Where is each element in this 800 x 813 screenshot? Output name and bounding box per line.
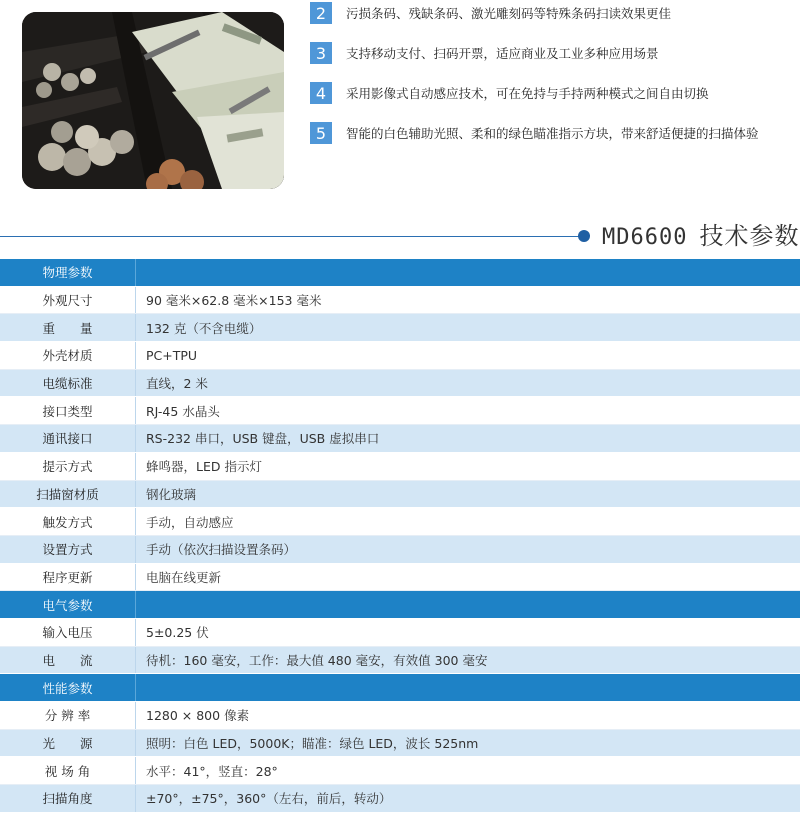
feature-text: 污损条码、残缺条码、激光雕刻码等特殊条码扫读效果更佳 xyxy=(346,6,672,21)
table-row xyxy=(0,453,800,481)
table-row xyxy=(0,730,800,758)
feature-item xyxy=(310,41,659,65)
row-value: 90 毫米×62.8 毫米×153 毫米 xyxy=(146,293,322,309)
table-row xyxy=(0,287,800,315)
row-value: PC+TPU xyxy=(146,347,198,363)
row-value: 待机：160 毫安，工作：最大值 480 毫安，有效值 300 毫安 xyxy=(146,652,488,668)
feature-text: 智能的白色辅助光照、柔和的绿色瞄准指示方块，带来舒适便捷的扫描体验 xyxy=(346,126,759,141)
table-row xyxy=(0,342,800,370)
row-value: 照明：白色 LED，5000K；瞄准：绿色 LED，波长 525nm xyxy=(146,736,479,752)
section-title-text: 技术参数 xyxy=(699,222,800,250)
feature-number-badge: 5 xyxy=(310,122,332,144)
table-row xyxy=(0,425,800,453)
row-value: 1280 × 800 像素 xyxy=(146,708,250,724)
table-row xyxy=(0,314,800,342)
row-value: 电脑在线更新 xyxy=(146,569,222,585)
row-label: 电 流 xyxy=(0,647,136,674)
row-value: 水平：41°，竖直：28° xyxy=(146,763,278,779)
feature-text: 支持移动支付、扫码开票，适应商业及工业多种应用场景 xyxy=(346,46,659,61)
row-label: 重 量 xyxy=(0,314,136,341)
table-row xyxy=(0,785,800,813)
row-label: 视 场 角 xyxy=(0,757,136,784)
row-label: 程序更新 xyxy=(0,564,136,591)
feature-number-badge: 2 xyxy=(310,2,332,24)
section-divider-dot xyxy=(578,230,590,242)
row-label: 接口类型 xyxy=(0,397,136,424)
section-title xyxy=(602,216,799,251)
table-row xyxy=(0,647,800,675)
row-label: 扫描窗材质 xyxy=(0,481,136,508)
row-label: 电气参数 xyxy=(0,591,136,618)
feature-text: 采用影像式自动感应技术，可在免持与手持两种模式之间自由切换 xyxy=(346,86,709,101)
table-row xyxy=(0,481,800,509)
row-label: 提示方式 xyxy=(0,453,136,480)
row-label: 外壳材质 xyxy=(0,342,136,369)
row-label: 设置方式 xyxy=(0,536,136,563)
row-label: 触发方式 xyxy=(0,508,136,535)
model-name: MD6600 xyxy=(602,225,688,250)
row-label: 物理参数 xyxy=(0,259,136,286)
row-value: 132 克（不含电缆） xyxy=(146,320,262,336)
table-section-header xyxy=(0,259,800,287)
feature-item xyxy=(310,121,759,145)
row-label: 扫描角度 xyxy=(0,785,136,812)
table-row xyxy=(0,702,800,730)
row-label: 外观尺寸 xyxy=(0,287,136,314)
table-row xyxy=(0,397,800,425)
row-label: 通讯接口 xyxy=(0,425,136,452)
spec-table xyxy=(0,259,800,813)
table-row xyxy=(0,757,800,785)
row-value: RS-232 串口，USB 键盘，USB 虚拟串口 xyxy=(146,431,380,447)
row-value: 钢化玻璃 xyxy=(146,486,197,502)
row-label: 分 辨 率 xyxy=(0,702,136,729)
table-row xyxy=(0,536,800,564)
table-row xyxy=(0,370,800,398)
feature-item xyxy=(310,1,671,25)
feature-number-badge: 4 xyxy=(310,82,332,104)
feature-number-badge: 3 xyxy=(310,42,332,64)
row-label: 性能参数 xyxy=(0,674,136,701)
row-label: 输入电压 xyxy=(0,619,136,646)
row-value: RJ-45 水晶头 xyxy=(146,403,220,419)
table-row xyxy=(0,508,800,536)
row-value: 蜂鸣器，LED 指示灯 xyxy=(146,459,262,475)
table-row xyxy=(0,564,800,592)
row-value: 手动（依次扫描设置条码） xyxy=(146,542,297,558)
row-value: 手动，自动感应 xyxy=(146,514,234,530)
table-section-header xyxy=(0,674,800,702)
row-label: 电缆标准 xyxy=(0,370,136,397)
row-label: 光 源 xyxy=(0,730,136,757)
cash-drawer-photo xyxy=(22,12,284,189)
table-row xyxy=(0,619,800,647)
row-value: ±70°，±75°，360°（左右，前后，转动） xyxy=(146,791,392,807)
table-section-header xyxy=(0,591,800,619)
section-divider-line xyxy=(0,236,584,237)
row-value: 直线，2 米 xyxy=(146,376,208,392)
feature-item xyxy=(310,81,709,105)
row-value: 5±0.25 伏 xyxy=(146,625,209,641)
